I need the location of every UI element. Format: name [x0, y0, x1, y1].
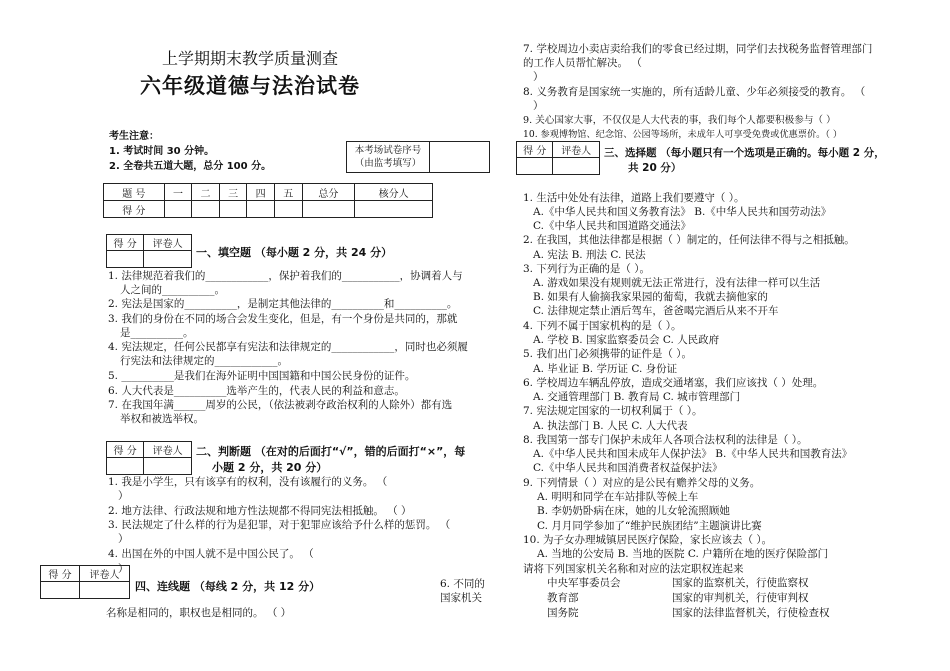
option-text: A. 执法部门 B. 人民 C. 人大代表: [533, 420, 688, 432]
grader-label: 评卷人: [144, 442, 192, 458]
question-text: 7. 在我国年满______周岁的公民，（依法被剥夺政治权利的人除外）都有选: [108, 399, 453, 411]
grader-score-label: 得 分: [517, 142, 553, 158]
section3-heading-cont: 共 20 分）: [628, 162, 682, 174]
option-text: A. 交通管理部门 B. 教育局 C. 城市管理部门: [533, 391, 741, 403]
score-table-header: 三: [219, 184, 247, 201]
match-left-item[interactable]: 中央军事委员会: [547, 577, 621, 589]
seat-box-note: （由监考填写）: [354, 158, 422, 169]
match-right-item[interactable]: 国家的监察机关，行使监察权: [672, 577, 809, 589]
question-text: ）: [118, 563, 129, 575]
option-text: A.《中华人民共和国未成年人保护法》 B.《中华人民共和国教育法》: [533, 448, 853, 460]
question-text: ）: [118, 490, 129, 502]
question-text: 8. 我国第一部专门保护未成年人各项合法权利的法律是（ ）。: [523, 434, 808, 446]
grader-score-cell[interactable]: [107, 458, 144, 475]
question-text: 10. 为子女办理城镇居民医疗保险，家长应该去（ ）。: [523, 534, 773, 546]
question-text: 4. 下列不属于国家机构的是（ ）。: [523, 320, 682, 332]
grader-box-section4: [40, 565, 130, 599]
notice-item: 1. 考试时间 30 分钟。: [109, 146, 215, 157]
section2-heading-cont: 小题 2 分，共 20 分）: [212, 461, 328, 474]
score-table-header: 核分人: [355, 184, 433, 201]
score-table-header: 五: [274, 184, 302, 201]
option-text: C. 月月同学参加了“维护民族团结”主题演讲比赛: [537, 520, 762, 532]
question-text: 3. 我们的身份在不同的场合会发生变化，但是，有一个身份是共同的，那就: [108, 313, 458, 325]
option-text: B. 李奶奶卧病在床，她的儿女轮流照顾她: [537, 505, 730, 517]
option-text: C.《中华人民共和国道路交通法》: [533, 220, 691, 232]
question-text: 的工作人员帮忙解决。 （: [523, 57, 642, 69]
section2-heading: 二、判断题 （在对的后面打“√”，错的后面打“×”，每: [196, 445, 466, 458]
option-text: A.《中华人民共和国义务教育法》 B.《中华人民共和国劳动法》: [533, 206, 832, 218]
match-right-item[interactable]: 国家的审判机关，行使审判权: [672, 592, 809, 604]
question-text: 人之间的__________。: [120, 284, 225, 296]
score-cell[interactable]: [355, 201, 433, 218]
section4-heading: 四、连线题 （每线 2 分，共 12 分）: [135, 580, 321, 593]
instruction-text: 请将下列国家机关名称和对应的法定职权连起来: [523, 563, 744, 575]
question-text: 6. 不同的: [440, 578, 485, 590]
grader-label: 评卷人: [553, 142, 600, 158]
question-text: ）: [533, 100, 544, 112]
option-text: A. 当地的公安局 B. 当地的医院 C. 户籍所在地的医疗保险部门: [537, 548, 829, 560]
option-text: C.《中华人民共和国消费者权益保护法》: [533, 462, 723, 474]
score-table-row-label: 得 分: [104, 201, 165, 218]
grader-name-cell[interactable]: [553, 158, 600, 175]
grader-score-cell[interactable]: [517, 158, 553, 175]
question-text: 国家机关: [440, 592, 482, 604]
question-text: 1. 我是小学生，只有该享有的权利，没有该履行的义务。 （: [108, 476, 388, 488]
question-text: 3. 民法规定了什么样的行为是犯罪，对于犯罪应该给予什么样的惩罚。 （: [108, 519, 451, 531]
question-text: 2. 地方法律、行政法规和地方性法规都不得同宪法相抵触。 （ ）: [108, 505, 412, 517]
question-text: 5. 我们出门必须携带的证件是（ ）。: [523, 348, 692, 360]
seat-number-field[interactable]: [430, 142, 490, 173]
grader-label: 评卷人: [144, 235, 192, 251]
question-text: ）: [533, 71, 544, 83]
exam-title: 六年级道德与法治试卷: [140, 73, 360, 98]
question-text: 2. 宪法是国家的__________，是制定其他法律的__________和__________。: [108, 298, 458, 310]
question-text: 举权和被选举权。: [120, 413, 204, 425]
score-cell[interactable]: [219, 201, 247, 218]
grader-box-section3: [516, 141, 600, 175]
question-text: 6. 学校周边车辆乱停放，造成交通堵塞，我们应该找（ ）处理。: [523, 377, 824, 389]
score-cell[interactable]: [302, 201, 355, 218]
question-text: 4. 出国在外的中国人就不是中国公民了。 （: [108, 548, 314, 560]
grader-box-section2: [106, 441, 192, 475]
seat-number-box: [346, 141, 490, 173]
grader-score-label: 得 分: [41, 566, 80, 582]
score-cell[interactable]: [274, 201, 302, 218]
section3-heading: 三、选择题 （每小题只有一个选项是正确的。每小题 2 分，: [604, 147, 885, 159]
question-text: 9. 关心国家大事，不仅仅是人大代表的事，我们每个人都要积极参与（ ）: [523, 115, 836, 126]
question-text: 1. 法律规范着我们的____________，保护着我们的___________，协调着人与: [108, 270, 463, 282]
score-table-header: 题 号: [104, 184, 165, 201]
question-text: 7. 学校周边小卖店卖给我们的零食已经过期，同学们去找税务监督管理部门: [523, 43, 873, 55]
score-table: [103, 183, 433, 218]
score-cell[interactable]: [192, 201, 220, 218]
question-text: 4. 宪法规定，任何公民都享有宪法和法律规定的____________，同时也必须履: [108, 341, 468, 353]
grader-name-cell[interactable]: [144, 251, 192, 268]
grader-name-cell[interactable]: [80, 582, 130, 599]
score-table-header: 总分: [302, 184, 355, 201]
question-text: 1. 生活中处处有法律，道路上我们要遵守（ ）。: [523, 192, 745, 204]
option-text: A. 毕业证 B. 学历证 C. 身份证: [533, 363, 678, 375]
option-text: A. 明明和同学在车站排队等候上车: [537, 491, 699, 503]
question-text: 9. 下列情景（ ）对应的是公民有赡养父母的义务。: [523, 477, 761, 489]
notice-item: 2. 全卷共五道大题，总分 100 分。: [109, 161, 272, 172]
notice-heading: 考生注意：: [109, 131, 159, 142]
grader-name-cell[interactable]: [144, 458, 192, 475]
question-text: 行宪法和法律规定的____________。: [120, 355, 288, 367]
exam-subtitle: 上学期期末教学质量测查: [161, 49, 338, 68]
grader-score-cell[interactable]: [41, 582, 80, 599]
grader-score-label: 得 分: [107, 442, 144, 458]
option-text: B. 如果有人偷摘我家果园的葡萄，我就去摘他家的: [533, 291, 768, 303]
question-text: 5. __________是我们在海外证明中国国籍和中国公民身份的证件。: [108, 370, 416, 382]
question-text: 是__________。: [120, 327, 194, 339]
grader-box-section1: [106, 234, 192, 268]
match-left-item[interactable]: 教育部: [547, 592, 579, 604]
question-text: ）: [118, 533, 129, 545]
option-text: C. 法律规定禁止酒后驾车，爸爸喝完酒后从来不开车: [533, 305, 779, 317]
question-text: 6. 人大代表是__________选举产生的，代表人民的利益和意志。: [108, 385, 405, 397]
question-text: 10. 参观博物馆、纪念馆、公园等场所，未成年人可享受免费或优惠票价。（ ）: [523, 129, 843, 140]
seat-box-label: 本考场试卷序号: [354, 145, 422, 156]
grader-score-cell[interactable]: [107, 251, 144, 268]
score-cell[interactable]: [164, 201, 192, 218]
section1-heading: 一、填空题 （每小题 2 分，共 24 分）: [196, 246, 393, 259]
grader-label: 评卷人: [80, 566, 130, 582]
score-table-header: 二: [192, 184, 220, 201]
question-text: 2. 在我国，其他法律都是根据（ ）制定的，任何法律不得与之相抵触。: [523, 234, 855, 246]
score-table-header: 四: [247, 184, 275, 201]
question-text: 名称是相同的，职权也是相同的。 （ ）: [106, 607, 292, 619]
question-text: 3. 下列行为正确的是（ ）。: [523, 263, 650, 275]
question-text: 8. 义务教育是国家统一实施的，所有适龄儿童、少年必须接受的教育。 （: [523, 86, 866, 98]
score-cell[interactable]: [247, 201, 275, 218]
score-table-header: 一: [164, 184, 192, 201]
question-text: 7. 宪法规定国家的一切权利属于（ ）。: [523, 405, 703, 417]
option-text: A. 游戏如果没有规则就无法正常进行，没有法律一样可以生活: [533, 277, 821, 289]
grader-score-label: 得 分: [107, 235, 144, 251]
match-left-item[interactable]: 国务院: [547, 607, 579, 619]
match-right-item[interactable]: 国家的法律监督机关，行使检查权: [672, 607, 830, 619]
option-text: A. 学校 B. 国家监察委员会 C. 人民政府: [533, 334, 720, 346]
option-text: A. 宪法 B. 刑法 C. 民法: [533, 249, 646, 261]
